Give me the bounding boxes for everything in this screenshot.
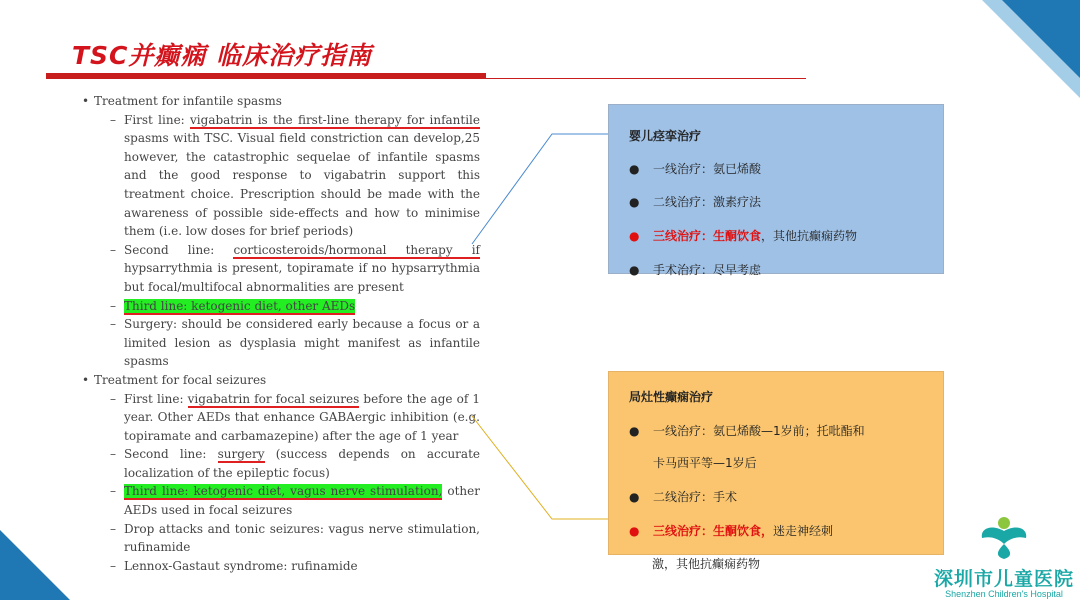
infantile-spasms-summary-box [608,104,944,277]
corner-decoration-top-right [1002,0,1080,78]
highlighted-text: Third line: ketogenic diet, vagus nerve stimulation, [124,484,443,499]
box-heading: 局灶性癫痫治疗 [629,390,714,404]
highlighted-text: Third line: ketogenic diet, other AEDs [124,298,356,313]
slide-title: TSC并癫痫 临床治疗指南 [72,41,373,70]
underlined-text: vigabatrin for focal seizures [187,391,360,406]
focal-first-line: – First line: vigabatrin for focal seizures before the age of 1 year. Other AEDs that enhance GABAergic inhibition (e.g. topiramate and carbamazepine) after the age of 1 year [110,391,480,443]
infantile-second-line: – Second line: corticosteroids/hormonal therapy if hypsarrythmia is present, topiramate if no hypsarrythmia but focal/multifocal abnormalities are present [110,242,480,294]
bullet-third-line: ● 三线治疗：生酮饮食，其他抗癫痫药物 [629,229,858,243]
title-underline-thin [486,78,806,79]
focal-drop-attacks: – Drop attacks and tonic seizures: vagus nerve stimulation, rufinamide [110,521,480,555]
focal-second-line: – Second line: surgery (success depends on accurate localization of the epileptic focus) [110,447,480,480]
hospital-name-cn: 深圳市儿童医院 [934,568,1075,590]
hospital-logo-icon [978,514,1030,560]
underlined-text: corticosteroids/hormonal therapy if [233,242,480,257]
focal-seizures-summary-box [608,371,944,555]
bullet-third-line-continued: 激，其他抗癫痫药物 [652,557,761,571]
box-heading: 婴儿痉挛治疗 [629,129,702,143]
focal-lennox-gastaut: – Lennox-Gastaut syndrome: rufinamide [110,558,358,573]
section-infantile-spasms: • Treatment for infantile spasms [80,92,480,111]
hospital-name-en: Shenzhen Children's Hospital [945,589,1063,599]
underlined-text: vigabatrin is the first-line therapy for infantile [190,112,480,127]
bullet-surgery: ● 手术治疗：尽早考虑 [629,263,762,277]
bullet-first-line-continued: 卡马西平等—1岁后 [653,456,757,470]
section-focal-seizures: • Treatment for focal seizures [80,371,480,390]
connector-focal [472,416,608,519]
title-underline-bar [46,73,486,79]
bullet-second-line: ● 二线治疗：手术 [629,490,738,504]
connector-infantile [472,134,608,244]
bullet-third-line: ● 三线治疗：生酮饮食，迷走神经刺 [629,524,834,538]
infantile-first-line: – First line: vigabatrin is the first-line therapy for infantile spasms with TSC. Visual field constriction can develop,25 however, the catastrophic sequelae of infantile spasms and the good response to vigabatrin support this treatment choice. Prescription should be made with the awareness of possible side-effects and how to minimise them (i.e. low doses for brief periods) [110,112,480,239]
bullet-first-line: ● 一线治疗：氨已烯酸—1岁前；托吡酯和 [629,424,865,438]
infantile-third-line: – Third line: ketogenic diet, other AEDs [110,298,356,313]
corner-decoration-bottom-left [0,530,70,600]
underlined-text: surgery [217,447,265,462]
infantile-surgery: – Surgery: should be considered early because a focus or a limited lesion as dysplasia might manifest as infantile spasms [110,317,480,369]
bullet-first-line: ● 一线治疗：氨已烯酸 [629,162,762,176]
focal-third-line: – Third line: ketogenic diet, vagus nerve stimulation, other AEDs used in focal seizures [110,484,480,518]
guideline-document-excerpt [80,92,480,575]
bullet-second-line: ● 二线治疗：激素疗法 [629,195,762,209]
